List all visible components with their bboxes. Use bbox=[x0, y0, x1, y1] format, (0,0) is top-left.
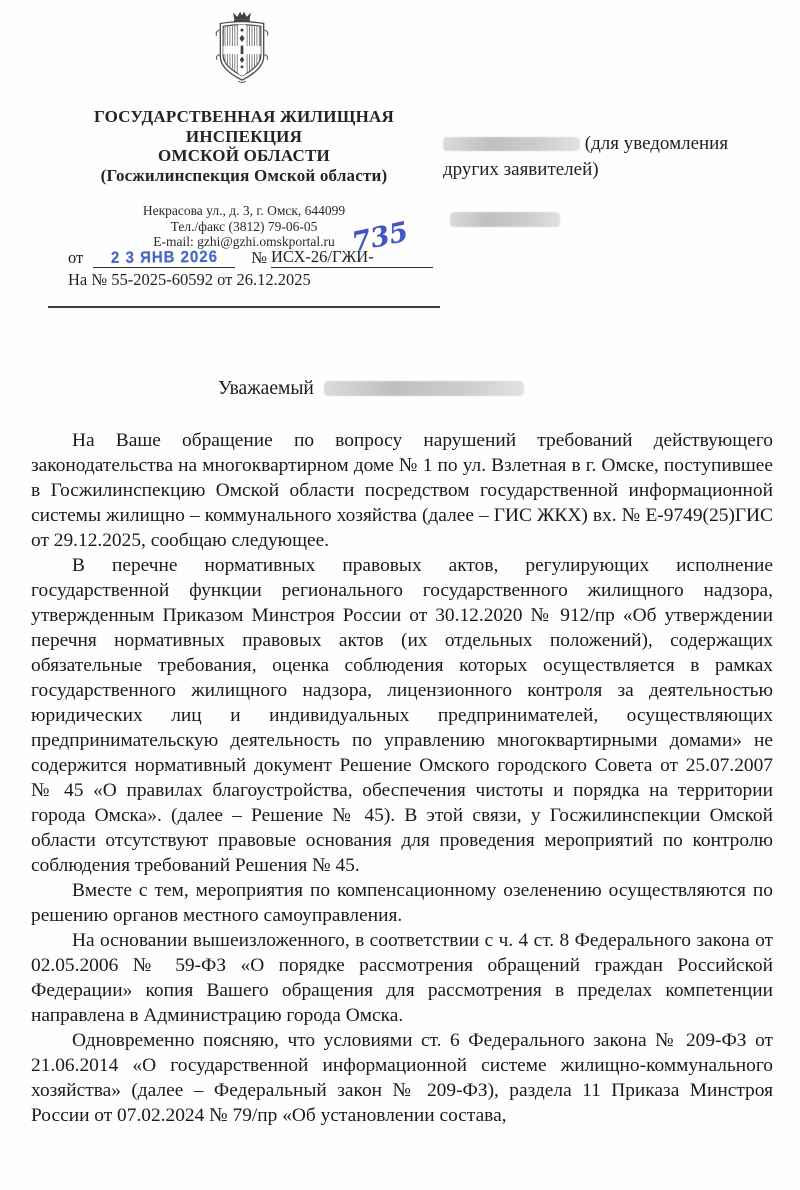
salutation-label: Уважаемый bbox=[218, 378, 314, 399]
salutation-line bbox=[218, 378, 524, 400]
address-line: Некрасова ул., д. 3, г. Омск, 644099 bbox=[142, 203, 346, 218]
body-paragraph: На основании вышеизложенного, в соответствии с ч. 4 ст. 8 Федерального закона от 02.05.2006 № 59-ФЗ «О порядке рассмотрения обращений граждан Российской Федерации» копия Вашего обращения для рассмотрения в пределах компетенции направлена в Администрацию города Омска. bbox=[31, 930, 773, 1026]
ref-date-field bbox=[93, 247, 235, 268]
redacted-recipient-name bbox=[443, 137, 580, 151]
body-paragraph: На Ваше обращение по вопросу нарушений требований действующего законодательства на многоквартирном доме № 1 по ул. Взлетная в г. Омске, поступившее в Госжилинспекцию Омской области посредством государственной информационной системы жилищно – коммунального хозяйства (далее – ГИС ЖКХ) вх. № Е-9749(25)ГИС от 29.12.2025, сообщаю следующее. bbox=[31, 430, 773, 551]
org-name-line: ГОСУДАРСТВЕННАЯ ЖИЛИЩНАЯ bbox=[94, 107, 394, 126]
phone-line: Тел./факс (3812) 79-06-05 bbox=[170, 218, 318, 234]
reply-reference-line: На № 55-2025-60592 от 26.12.2025 bbox=[68, 270, 311, 289]
recipient-note-block bbox=[443, 131, 775, 183]
body-paragraph: В перечне нормативных правовых актов, регулирующих исполнение государственной функции регионального государственного жилищного надзора, утвержденным Приказом Минстроя России от 30.12.2020 № 912/пр «Об утверждении перечня нормативных правовых актов (их отдельных положений), содержащих обязательные требования, оценка соблюдения которых осуществляется в рамках государственного жилищного надзора, лицензионного контроля за деятельностью юридических лиц и индивидуальных предпринимателей, осуществляющих предпринимательскую деятельность по управлению многоквартирными домами» не содержится нормативный документ Решение Омского городского Совета от 25.07.2007 № 45 «О правилах благоустройства, обеспечения чистоты и порядка на территории города Омска». (далее – Решение № 45). В этой связи, у Госжилинспекции Омской области отсутствуют правовые основания для проведения мероприятий по контролю соблюдения требований Решения № 45. bbox=[31, 555, 773, 876]
separator-line bbox=[48, 306, 440, 308]
redacted-recipient-address bbox=[450, 212, 560, 227]
recipient-note-label: (для уведомления других заявителей) bbox=[443, 133, 729, 180]
redacted-addressee-name bbox=[324, 381, 524, 396]
email-line: E-mail: gzhi@gzhi.omskportal.ru bbox=[153, 234, 335, 249]
body-paragraph: Одновременно поясняю, что условиями ст. 6 Федерального закона № 209-ФЗ от 21.06.2014 «О государственной информационной системе жилищно-коммунального хозяйства» (далее – Федеральный закон № 209-ФЗ), раздела 11 Приказа Минстроя России от 07.02.2024 № 79/пр «Об установлении состава, bbox=[31, 1030, 773, 1126]
body-paragraph: Вместе с тем, мероприятия по компенсационному озеленению осуществляются по решению органов местного самоуправления. bbox=[31, 880, 773, 926]
ref-number-field bbox=[271, 247, 433, 268]
date-stamp: 2 3 ЯНВ 2026 bbox=[110, 247, 218, 268]
org-name-block bbox=[60, 107, 428, 185]
org-name-line: ОМСКОЙ ОБЛАСТИ bbox=[158, 146, 330, 165]
letter-body bbox=[31, 428, 773, 1128]
handwritten-number: 735 bbox=[349, 216, 411, 259]
ref-number-label: № bbox=[251, 248, 267, 267]
ref-number-prefix: ИСХ-26/ГЖИ- bbox=[271, 247, 374, 266]
ref-from-label: от bbox=[68, 248, 84, 267]
omsk-coat-of-arms-icon bbox=[209, 8, 275, 88]
org-name-line: (Госжилинспекция Омской области) bbox=[100, 165, 388, 185]
org-name-line: ИНСПЕКЦИЯ bbox=[185, 126, 303, 146]
